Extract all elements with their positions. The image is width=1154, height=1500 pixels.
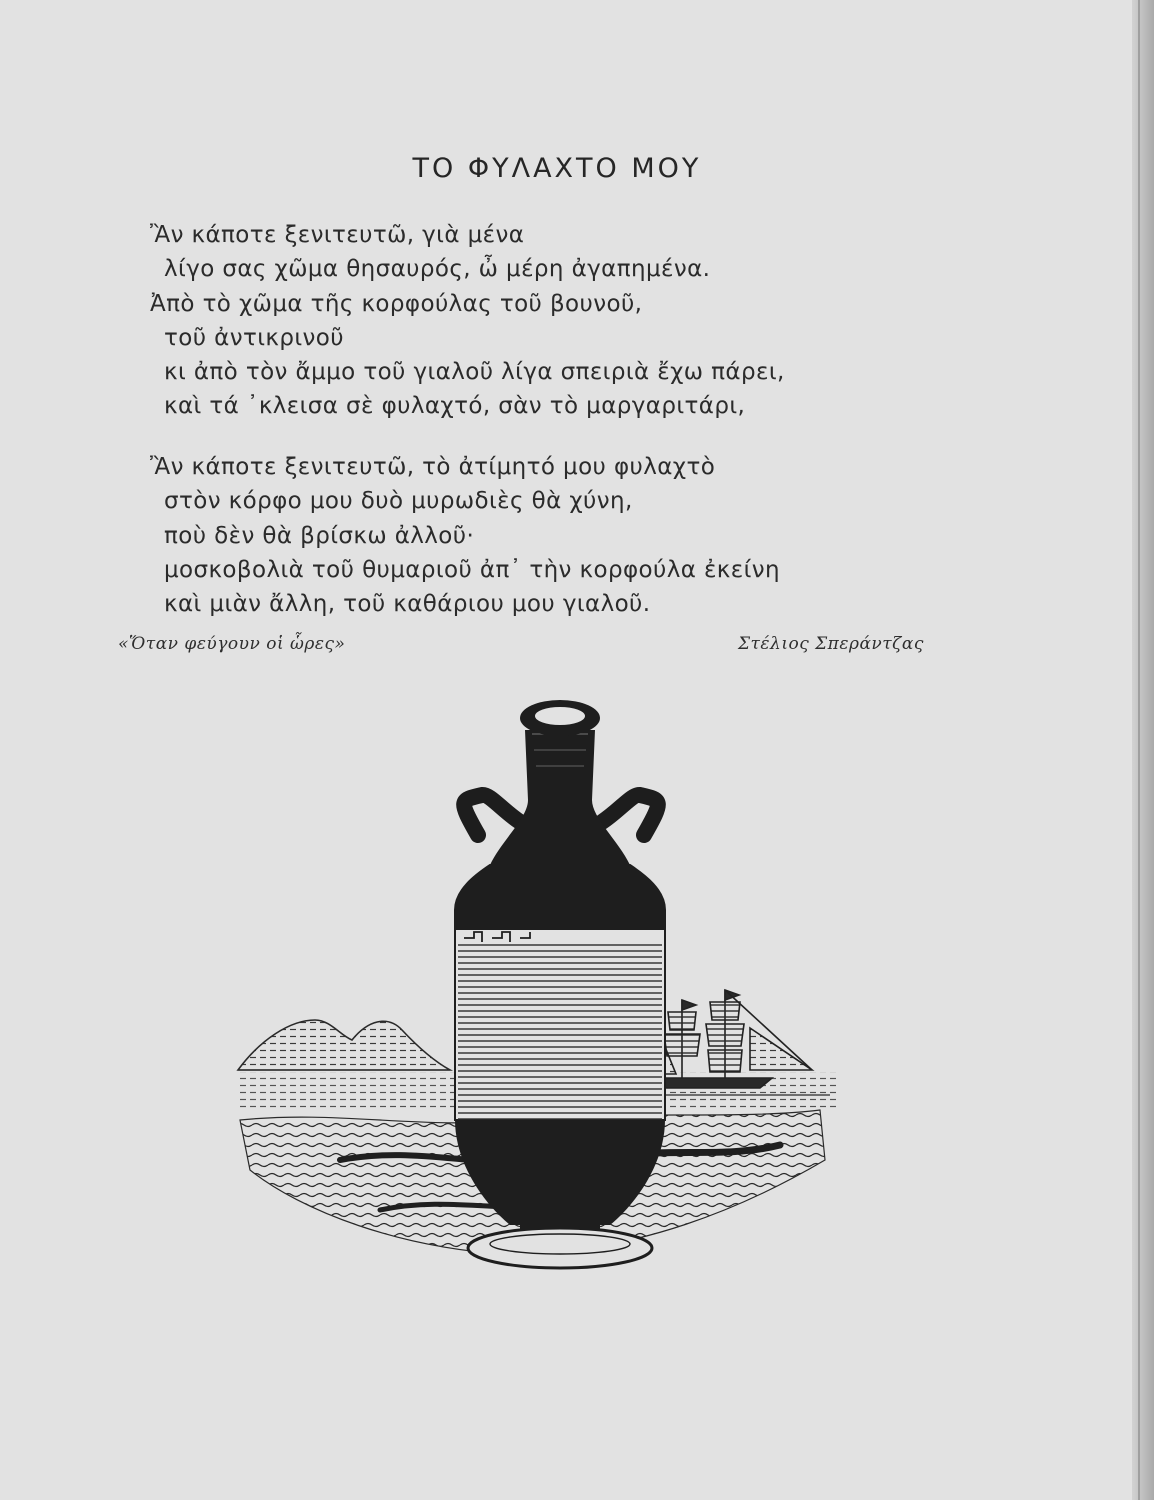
poem-author: Στέλιος Σπεράντζας bbox=[738, 634, 924, 654]
poem-line: μοσκοβολιὰ τοῦ θυμαριοῦ ἀπ᾿ τὴν κορφούλα ἐκείνη bbox=[164, 556, 781, 583]
poem-line: λίγο σας χῶμα θησαυρός, ὦ μέρη ἀγαπημένα. bbox=[164, 256, 711, 283]
amphora-illustration bbox=[220, 690, 900, 1290]
poem-source: «Ὅταν φεύγουν οἱ ὧρες» bbox=[118, 634, 346, 654]
page-edge-line bbox=[1138, 0, 1140, 1500]
poem-line: κι ἀπὸ τὸν ἄμμο τοῦ γιαλοῦ λίγα σπειριὰ ἔχω πάρει, bbox=[164, 359, 785, 386]
page-gutter-edge bbox=[1132, 0, 1154, 1500]
stanza-1 bbox=[150, 218, 1030, 424]
poem-line: στὸν κόρφο μου δυὸ μυρωδιὲς θὰ χύνη, bbox=[164, 488, 633, 515]
mountains bbox=[238, 1020, 450, 1070]
poem-line: Ἂν κάποτε ξενιτευτῶ, γιὰ μένα bbox=[150, 222, 525, 248]
poem-line: τοῦ ἀντικρινοῦ bbox=[164, 324, 344, 351]
poem-title: ΤΟ ΦΥΛΑΧΤΟ ΜΟΥ bbox=[412, 153, 702, 184]
poem-line: καὶ μιὰν ἄλλη, τοῦ καθάριου μου γιαλοῦ. bbox=[164, 591, 651, 618]
amphora bbox=[455, 700, 665, 1268]
poem-line: Ἂν κάποτε ξενιτευτῶ, τὸ ἀτίμητό μου φυλαχτὸ bbox=[150, 454, 716, 480]
stanza-2 bbox=[150, 450, 1030, 621]
poem-line: Ἀπὸ τὸ χῶμα τῆς κορφούλας τοῦ βουνοῦ, bbox=[150, 290, 643, 317]
poem-line: καὶ τά ᾿κλεισα σὲ φυλαχτό, σὰν τὸ μαργαριτάρι, bbox=[164, 393, 746, 420]
poem-line: ποὺ δὲν θὰ βρίσκω ἀλλοῦ· bbox=[164, 522, 475, 549]
